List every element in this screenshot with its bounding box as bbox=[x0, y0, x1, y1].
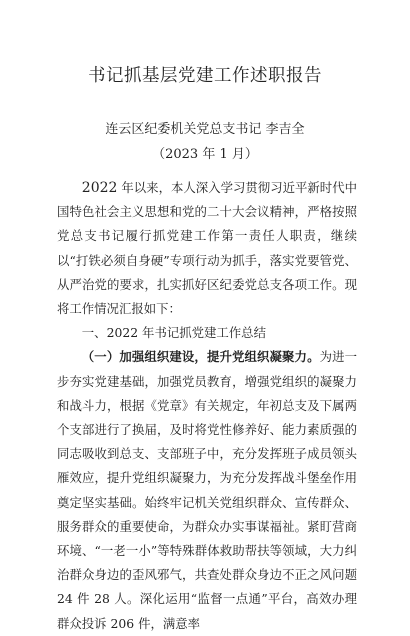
intro-paragraph bbox=[57, 176, 357, 321]
intro-year: 2022 bbox=[81, 180, 118, 196]
section-heading: 一、2022 年书记抓党建工作总结 bbox=[81, 325, 266, 341]
document-date: （2023 年 1 月） bbox=[152, 147, 258, 162]
document-body bbox=[57, 176, 357, 636]
subsection-heading: （一）加强组织建设，提升党组织凝聚力。 bbox=[81, 349, 320, 365]
document-title: 书记抓基层党建工作述职报告 bbox=[88, 66, 322, 86]
intro-text: 年以来，本人深入学习贯彻习近平新时代中国特色社会主义思想和党的二十大会议精神，严格按照党总支书记履行抓党建工作第一责任人职责，继续以“打铁必须自身硬”专项行动为抓手，落实党要管党、从严治党的要求，扎实抓好区纪委党总支各项工作。现将工作情况汇报如下： bbox=[57, 180, 357, 317]
subsection-paragraph bbox=[57, 345, 357, 635]
subsection-text: 为进一步夯实党建基础，加强党员教育，增强党组织的凝聚力和战斗力，根据《党章》有关规定，年初总支及下属两个支部进行了换届，及时将党性修养好、能力素质强的同志吸收到总支、支部班子中，充分发挥班子成员领头雁效应，提升党组织凝聚力，为充分发挥战斗堡垒作用奠定坚实基础。始终牢记机关党组织群众、宣传群众、服务群众的重要使命，为群众办实事谋福祉。紧盯营商环境、“一老一小”等特殊群体救助帮扶等领域，大力纠治群众身边的歪风邪气，共查处群众身边不正之风问题 24 件 28 人。深化运用“监督一点通”平台，高效办理群众投诉 206 件，满意率 bbox=[57, 349, 358, 631]
document-author: 连云区纪委机关党总支书记 李吉全 bbox=[105, 122, 305, 137]
